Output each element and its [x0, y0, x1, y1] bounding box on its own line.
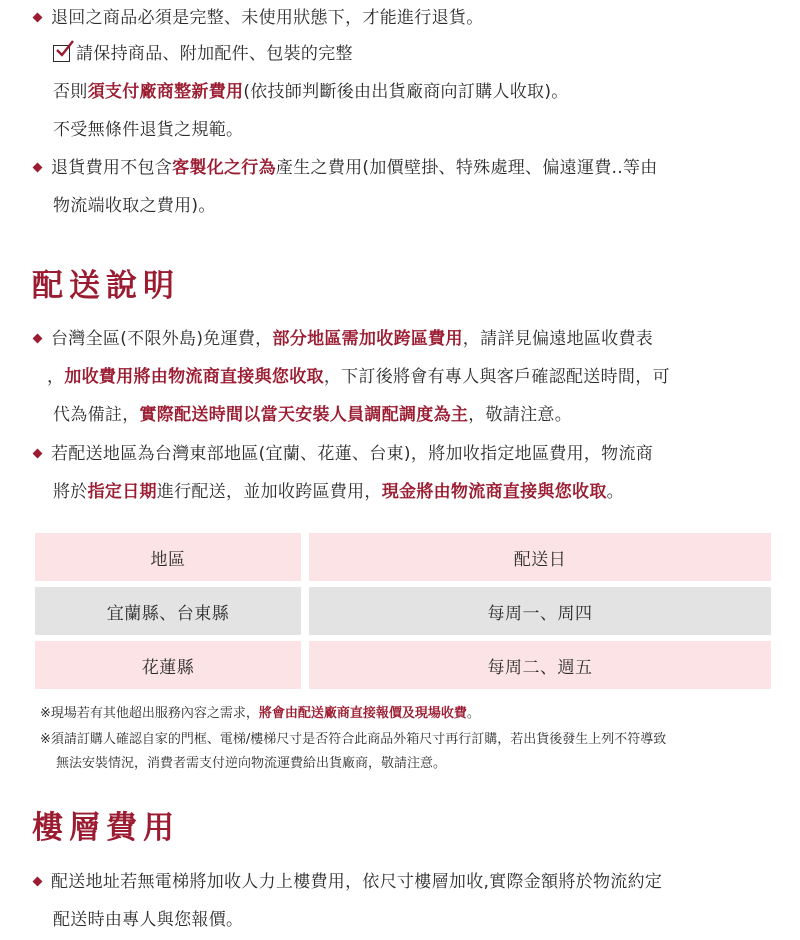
- diamond-bullet-icon: [33, 448, 43, 458]
- table-row: [35, 587, 771, 635]
- diamond-bullet-icon: [33, 876, 43, 886]
- return-rule-2-cont: 物流端收取之費用)。: [53, 196, 216, 216]
- table-header-region: 地區: [35, 533, 301, 581]
- table-cell-region: 宜蘭縣、台東縣: [35, 587, 301, 635]
- table-row: [35, 641, 771, 689]
- keep-complete-checkbox-row: 請保持商品、附加配件、包裝的完整: [53, 42, 800, 66]
- delivery-heading: 配送說明: [32, 268, 180, 304]
- delivery-rule-2-line2: 將於指定日期進行配送，並加收跨區費用，現金將由物流商直接與您收取。: [53, 482, 624, 502]
- delivery-schedule-table: [35, 533, 771, 695]
- table-cell-delivery-day: 每周二、週五: [309, 641, 771, 689]
- table-header-row: [35, 533, 771, 581]
- floor-fee-heading: 樓層費用: [32, 810, 180, 846]
- delivery-rule-1: 台灣全區(不限外島)免運費，部分地區需加收跨區費用，請詳見偏遠地區收費表: [32, 327, 800, 351]
- return-rule-1: 退回之商品必須是完整、未使用狀態下，才能進行退貨。: [32, 6, 800, 30]
- delivery-rule-2: 若配送地區為台灣東部地區(宜蘭、花蓮、台東)，將加收指定地區費用，物流商: [32, 442, 800, 466]
- table-header-delivery-day: 配送日: [309, 533, 771, 581]
- delivery-rule-1-line3: 代為備註，實際配送時間以當天安裝人員調配調度為主，敬請注意。: [53, 405, 573, 425]
- no-unconditional-return-line: 不受無條件退貨之規範。: [53, 120, 244, 140]
- note-size-check: ※須請訂購人確認自家的門框、電梯/樓梯尺寸是否符合此商品外箱尺寸再行訂購，若出貨後發生上列不符導致: [40, 732, 667, 747]
- floor-fee-rule-cont: 配送時由專人與您報價。: [53, 910, 244, 930]
- refurbish-fee-line: 否則須支付廠商整新費用(依技師判斷後由出貨廠商向訂購人收取)。: [53, 82, 569, 102]
- diamond-bullet-icon: [33, 12, 43, 22]
- return-rule-2: 退貨費用不包含客製化之行為產生之費用(加價壁掛、特殊處理、偏遠運費..等由: [32, 156, 800, 180]
- table-cell-delivery-day: 每周一、周四: [309, 587, 771, 635]
- note-extra-service: ※現場若有其他超出服務內容之需求，將會由配送廠商直接報價及現場收費。: [40, 706, 480, 721]
- diamond-bullet-icon: [33, 333, 43, 343]
- checkbox-checked-icon: [53, 45, 70, 62]
- delivery-rule-1-line2: ，加收費用將由物流商直接與您收取，下訂後將會有專人與客戶確認配送時間，可: [47, 367, 670, 387]
- floor-fee-rule: 配送地址若無電梯將加收人力上樓費用，依尺寸樓層加收,實際金額將於物流約定: [32, 870, 800, 894]
- diamond-bullet-icon: [33, 162, 43, 172]
- note-size-check-cont: 無法安裝情況，消費者需支付逆向物流運費給出貨廠商，敬請注意。: [56, 756, 447, 771]
- table-cell-region: 花蓮縣: [35, 641, 301, 689]
